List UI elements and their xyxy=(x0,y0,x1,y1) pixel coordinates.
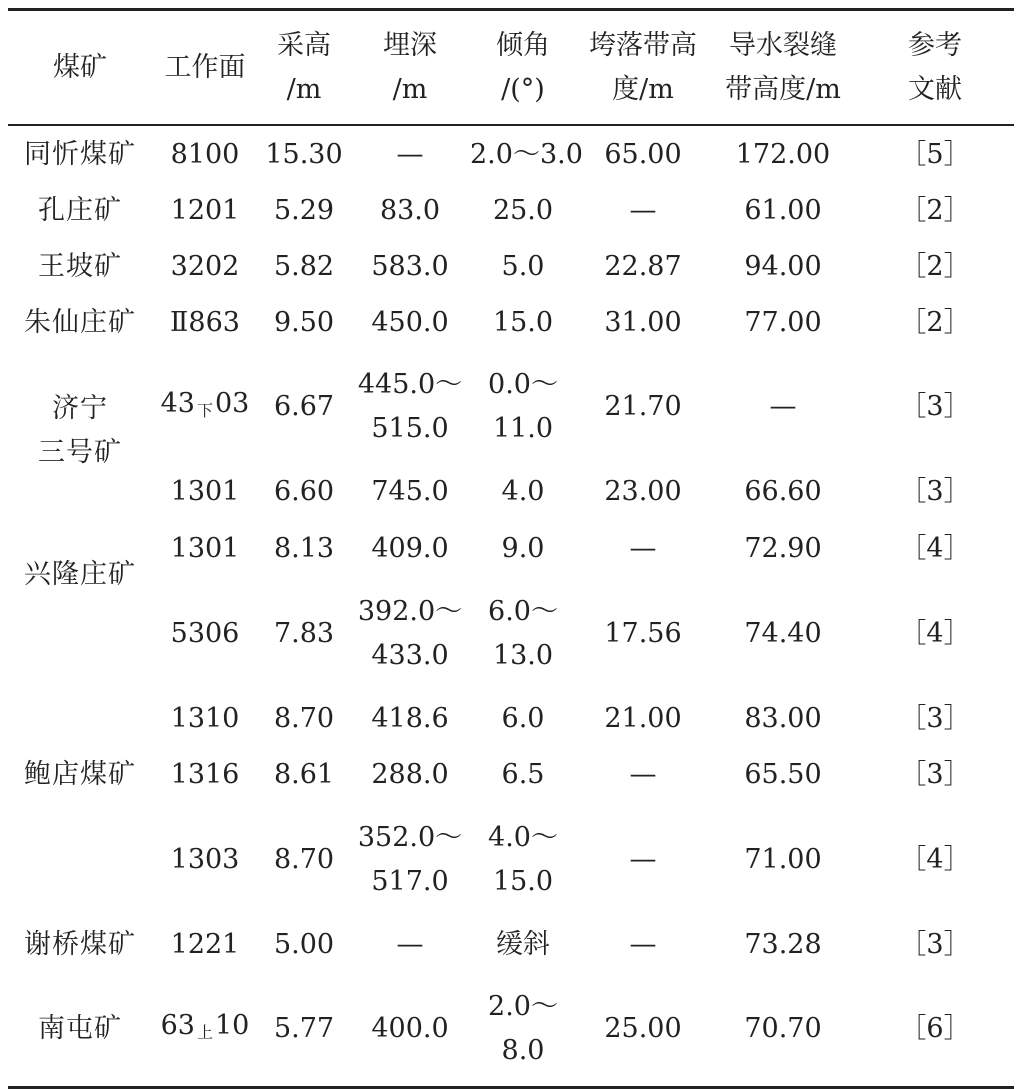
cell-caving: 22.87 xyxy=(604,251,682,282)
cell-face: 1316 xyxy=(170,759,240,790)
header-mine: 煤矿 xyxy=(8,10,152,126)
cell-face: 43 $_下$03 xyxy=(160,387,250,420)
header-caving-zone-height: 垮落带高 度/m xyxy=(576,10,710,126)
table-row xyxy=(8,973,1014,1087)
cell-face: 5306 xyxy=(170,618,240,649)
cell-depth: 418.6 xyxy=(371,703,449,734)
header-mining-height: 采高 /m xyxy=(258,10,350,126)
cell-depth: 409.0 xyxy=(371,533,449,564)
cell-caving: 31.00 xyxy=(604,307,682,338)
cell-height: 6.60 xyxy=(273,476,335,507)
cell-fracture: — xyxy=(769,391,797,422)
mine-name: 同忻煤矿 xyxy=(24,138,136,170)
cell-ref: ［5］ xyxy=(899,138,971,170)
cell-face: 1301 xyxy=(170,533,240,564)
cell-dip: 缓斜 xyxy=(496,929,550,960)
cell-caving: — xyxy=(629,759,657,790)
cell-depth: — xyxy=(396,929,424,960)
cell-ref: ［4］ xyxy=(899,618,971,649)
cell-height: 5.77 xyxy=(258,973,350,1087)
cell-face: 3202 xyxy=(170,251,240,282)
header-fracture-zone-height: 导水裂缝 带高度/m xyxy=(710,10,856,126)
cell-caving: 25.00 xyxy=(576,973,710,1087)
cell-depth: — xyxy=(396,138,424,170)
cell-depth: 288.0 xyxy=(371,759,449,790)
cell-ref: ［3］ xyxy=(899,476,971,507)
cell-caving: 23.00 xyxy=(604,476,682,507)
mine-name: 谢桥煤矿 xyxy=(24,929,136,960)
cell-depth: 400.0 xyxy=(350,973,470,1087)
cell-dip: 6.0～ 13.0 xyxy=(488,596,558,671)
cell-height: 8.70 xyxy=(273,844,335,875)
cell-dip: 4.0 xyxy=(501,476,545,507)
cell-dip: 0.0～ 11.0 xyxy=(488,369,558,444)
table-row xyxy=(8,747,1014,803)
cell-depth: 392.0～ 433.0 xyxy=(357,596,463,671)
cell-height: 5.00 xyxy=(273,929,335,960)
mine-name: 南屯矿 xyxy=(8,973,152,1087)
cell-face: Ⅱ863 xyxy=(170,307,240,338)
header-dip-angle: 倾角 /(°) xyxy=(470,10,576,126)
mine-name: 王坡矿 xyxy=(38,251,122,282)
cell-dip: 2.0～ 8.0 xyxy=(470,973,576,1087)
table-row xyxy=(8,239,1014,295)
cell-height: 9.50 xyxy=(273,307,335,338)
cell-height: 5.82 xyxy=(273,251,335,282)
cell-face: 1301 xyxy=(170,476,240,507)
table-row xyxy=(8,577,1014,691)
mine-name: 孔庄矿 xyxy=(38,195,122,226)
cell-dip: 4.0～ 15.0 xyxy=(488,822,558,897)
cell-depth: 83.0 xyxy=(379,195,441,226)
cell-depth: 352.0～ 517.0 xyxy=(357,822,463,897)
table-row xyxy=(8,917,1014,973)
cell-face: 1303 xyxy=(170,844,240,875)
cell-caving: — xyxy=(629,844,657,875)
cell-ref: ［2］ xyxy=(899,195,971,226)
cell-fracture: 83.00 xyxy=(744,703,822,734)
mine-name: 朱仙庄矿 xyxy=(24,307,136,338)
table-row xyxy=(8,125,1014,183)
cell-depth: 583.0 xyxy=(371,251,449,282)
cell-dip: 5.0 xyxy=(501,251,545,282)
cell-face: 8100 xyxy=(170,138,240,170)
cell-depth: 450.0 xyxy=(371,307,449,338)
cell-fracture: 94.00 xyxy=(744,251,822,282)
table-row xyxy=(8,691,1014,747)
cell-dip: 9.0 xyxy=(501,533,545,564)
cell-height: 8.13 xyxy=(273,533,335,564)
cell-fracture: 65.50 xyxy=(744,759,822,790)
cell-ref: ［4］ xyxy=(899,533,971,564)
mine-name: 济宁 三号矿 xyxy=(38,393,122,468)
cell-dip: 2.0～3.0 xyxy=(470,138,583,170)
cell-height: 5.29 xyxy=(273,195,335,226)
cell-caving: 17.56 xyxy=(604,618,682,649)
cell-fracture: 61.00 xyxy=(744,195,822,226)
table-row xyxy=(8,351,1014,463)
cell-caving: — xyxy=(629,195,657,226)
table-row xyxy=(8,803,1014,917)
cell-dip: 6.0 xyxy=(501,703,545,734)
mine-name: 鲍店煤矿 xyxy=(24,759,136,790)
header-working-face: 工作面 xyxy=(152,10,258,126)
cell-ref: ［2］ xyxy=(899,251,971,282)
cell-depth: 745.0 xyxy=(371,476,449,507)
cell-ref: ［3］ xyxy=(899,391,971,422)
cell-face: 1201 xyxy=(170,195,240,226)
cell-caving: — xyxy=(629,533,657,564)
header-burial-depth: 埋深 /m xyxy=(350,10,470,126)
table-row xyxy=(8,183,1014,239)
cell-fracture: 73.28 xyxy=(744,929,822,960)
cell-ref: ［6］ xyxy=(856,973,1014,1087)
mining-data-table xyxy=(8,8,1014,1089)
cell-depth: 445.0～ 515.0 xyxy=(357,369,463,444)
mine-name: 兴隆庄矿 xyxy=(24,559,136,590)
cell-caving: 65.00 xyxy=(604,138,682,170)
cell-ref: ［3］ xyxy=(899,703,971,734)
cell-height: 7.83 xyxy=(273,618,335,649)
table-row xyxy=(8,463,1014,521)
cell-height: 8.70 xyxy=(273,703,335,734)
cell-dip: 15.0 xyxy=(492,307,554,338)
cell-face: 1310 xyxy=(170,703,240,734)
cell-caving: 21.00 xyxy=(604,703,682,734)
cell-fracture: 77.00 xyxy=(744,307,822,338)
table-row xyxy=(8,295,1014,351)
table-row xyxy=(8,521,1014,577)
header-reference: 参考 文献 xyxy=(856,10,1014,126)
cell-ref: ［4］ xyxy=(899,844,971,875)
cell-dip: 6.5 xyxy=(501,759,545,790)
cell-fracture: 66.60 xyxy=(744,476,822,507)
cell-ref: ［2］ xyxy=(899,307,971,338)
cell-fracture: 74.40 xyxy=(744,618,822,649)
cell-height: 15.30 xyxy=(265,138,343,170)
cell-face: 1221 xyxy=(170,929,240,960)
header-row xyxy=(8,10,1014,126)
cell-fracture: 70.70 xyxy=(710,973,856,1087)
cell-height: 6.67 xyxy=(273,391,335,422)
cell-fracture: 72.90 xyxy=(744,533,822,564)
cell-fracture: 172.00 xyxy=(735,138,831,170)
cell-ref: ［3］ xyxy=(899,929,971,960)
cell-ref: ［3］ xyxy=(899,759,971,790)
cell-height: 8.61 xyxy=(273,759,335,790)
cell-face: 63 $_上$10 xyxy=(152,973,258,1087)
cell-fracture: 71.00 xyxy=(744,844,822,875)
cell-caving: 21.70 xyxy=(604,391,682,422)
cell-caving: — xyxy=(629,929,657,960)
cell-dip: 25.0 xyxy=(492,195,554,226)
